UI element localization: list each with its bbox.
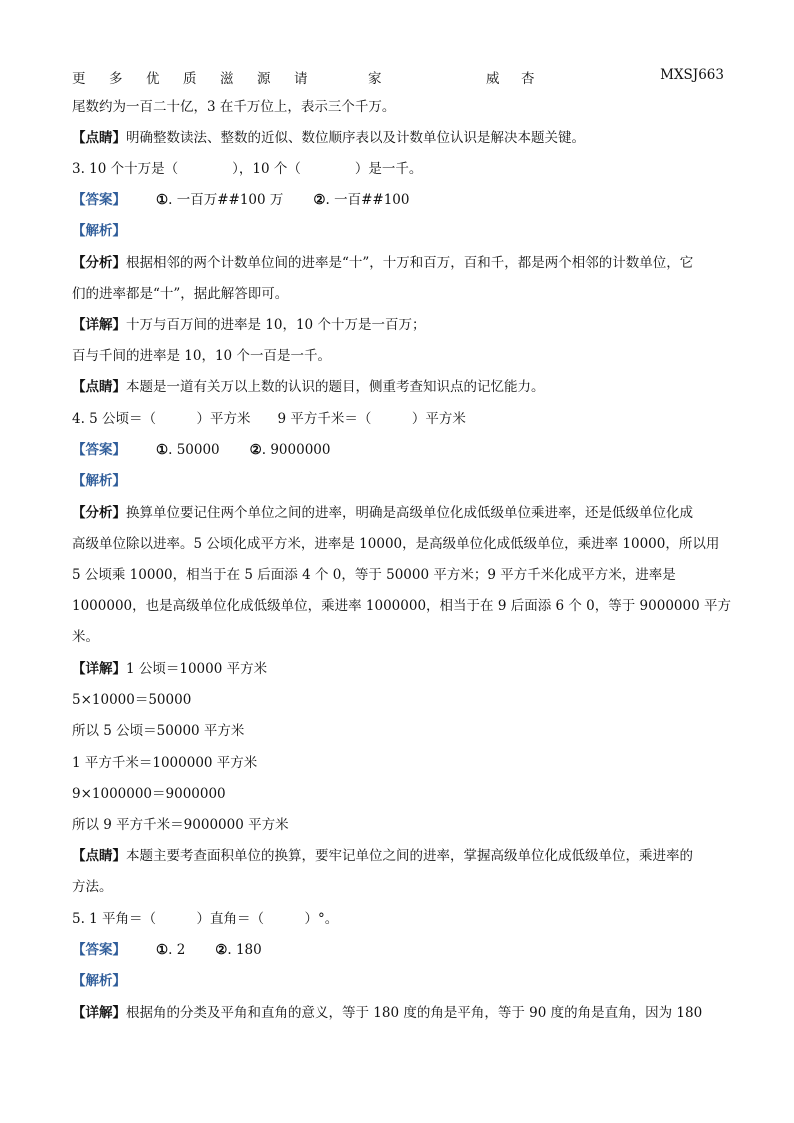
answer-number: ② <box>249 442 262 458</box>
analysis-line: 1000000，也是高级单位化成低级单位，乘进率 1000000，相当于在 9 后面添 6 个 0，等于 9000000 平方 <box>72 598 731 614</box>
analysis-line: 高级单位除以进率。5 公顷化成平方米，进率是 10000，是高级单位化成低级单位，乘进率 10000，所以用 <box>72 536 720 552</box>
header-char: 优 <box>146 71 160 87</box>
note-line <box>72 378 732 396</box>
answer-tag: 【答案】 <box>72 942 126 958</box>
header-char: 杏 <box>521 71 535 87</box>
detail-text: 1 公顷＝10000 平方米 <box>126 661 268 677</box>
header-char: 更 <box>72 71 86 87</box>
analysis-line: 米。 <box>72 629 99 645</box>
detail-line <box>72 316 732 334</box>
header-char: 家 <box>368 71 382 87</box>
analysis-heading <box>72 972 732 990</box>
answer-number: ② <box>313 192 326 208</box>
question-3: 3. 10 个十万是（ ），10 个（ ）是一千。 <box>72 161 423 177</box>
analysis-line <box>72 254 732 272</box>
analysis-sub-tag: 【分析】 <box>72 505 126 521</box>
analysis-heading <box>72 222 732 240</box>
page-header <box>72 67 724 85</box>
answer-tag: 【答案】 <box>72 442 126 458</box>
header-char: 威 <box>486 71 500 87</box>
answer-value: . 一百万##100 万 <box>168 192 284 208</box>
header-char: 多 <box>109 71 123 87</box>
answer-value: . 9000000 <box>261 442 331 458</box>
note-line: 方法。 <box>72 879 113 895</box>
detail-line <box>72 1004 732 1022</box>
question-4: 4. 5 公顷＝（ ）平方米 9 平方千米＝（ ）平方米 <box>72 411 466 427</box>
analysis-text: 根据相邻的两个计数单位间的进率是“十”，十万和百万，百和千，都是两个相邻的计数单位，它 <box>126 255 694 271</box>
answer-line <box>72 191 732 209</box>
analysis-line: 们的进率都是“十”，据此解答即可。 <box>72 286 289 302</box>
key-point-tag: 【点睛】 <box>72 848 126 864</box>
analysis-heading <box>72 472 732 490</box>
answer-number: ① <box>156 942 169 958</box>
analysis-tag: 【解析】 <box>72 473 126 489</box>
header-code: MXSJ663 <box>660 67 724 83</box>
answer-number: ② <box>215 942 228 958</box>
detail-text: 根据角的分类及平角和直角的意义，等于 180 度的角是平角，等于 90 度的角是直角，因为 180 <box>126 1005 703 1021</box>
note-line <box>72 847 732 865</box>
detail-tag: 【详解】 <box>72 317 126 333</box>
key-point-tag: 【点睛】 <box>72 130 126 146</box>
question-5: 5. 1 平角＝（ ）直角＝（ ）°。 <box>72 911 339 927</box>
answer-value: . 一百##100 <box>325 192 410 208</box>
answer-line <box>72 441 732 459</box>
answer-tag: 【答案】 <box>72 192 126 208</box>
key-point-text: 本题主要考查面积单位的换算，要牢记单位之间的进率，掌握高级单位化成低级单位，乘进率的 <box>126 848 693 864</box>
detail-line: 9×1000000＝9000000 <box>72 786 226 802</box>
analysis-text: 换算单位要记住两个单位之间的进率，明确是高级单位化成低级单位乘进率，还是低级单位化成 <box>126 505 693 521</box>
analysis-line: 5 公顷乘 10000，相当于在 5 后面添 4 个 0，等于 50000 平方米；9 平方千米化成平方米，进率是 <box>72 567 676 583</box>
answer-value: . 2 <box>168 942 186 958</box>
key-point-text: 本题是一道有关万以上数的认识的题目，侧重考查知识点的记忆能力。 <box>126 379 545 395</box>
note-line <box>72 129 732 147</box>
key-point-tag: 【点睛】 <box>72 379 126 395</box>
detail-text: 十万与百万间的进率是 10，10 个十万是一百万； <box>126 317 426 333</box>
answer-value: . 180 <box>227 942 262 958</box>
answer-line <box>72 941 732 959</box>
header-char: 滋 <box>220 71 234 87</box>
answer-number: ① <box>156 442 169 458</box>
key-point-text: 明确整数读法、整数的近似、数位顺序表以及计数单位认识是解决本题关键。 <box>126 130 585 146</box>
detail-line: 5×10000＝50000 <box>72 692 192 708</box>
analysis-tag: 【解析】 <box>72 973 126 989</box>
header-char: 质 <box>183 71 197 87</box>
header-char: 源 <box>257 71 271 87</box>
answer-value: . 50000 <box>168 442 220 458</box>
detail-tag: 【详解】 <box>72 661 126 677</box>
detail-tag: 【详解】 <box>72 1005 126 1021</box>
detail-line: 百与千间的进率是 10，10 个一百是一千。 <box>72 348 331 364</box>
analysis-sub-tag: 【分析】 <box>72 255 126 271</box>
answer-number: ① <box>156 192 169 208</box>
detail-line: 1 平方千米＝1000000 平方米 <box>72 755 258 771</box>
detail-line <box>72 660 732 678</box>
analysis-tag: 【解析】 <box>72 223 126 239</box>
detail-line: 所以 5 公顷＝50000 平方米 <box>72 723 245 739</box>
analysis-line <box>72 504 732 522</box>
detail-line: 所以 9 平方千米＝9000000 平方米 <box>72 817 289 833</box>
text-line: 尾数约为一百二十亿，3 在千万位上，表示三个千万。 <box>72 99 396 115</box>
header-char: 请 <box>294 71 308 87</box>
